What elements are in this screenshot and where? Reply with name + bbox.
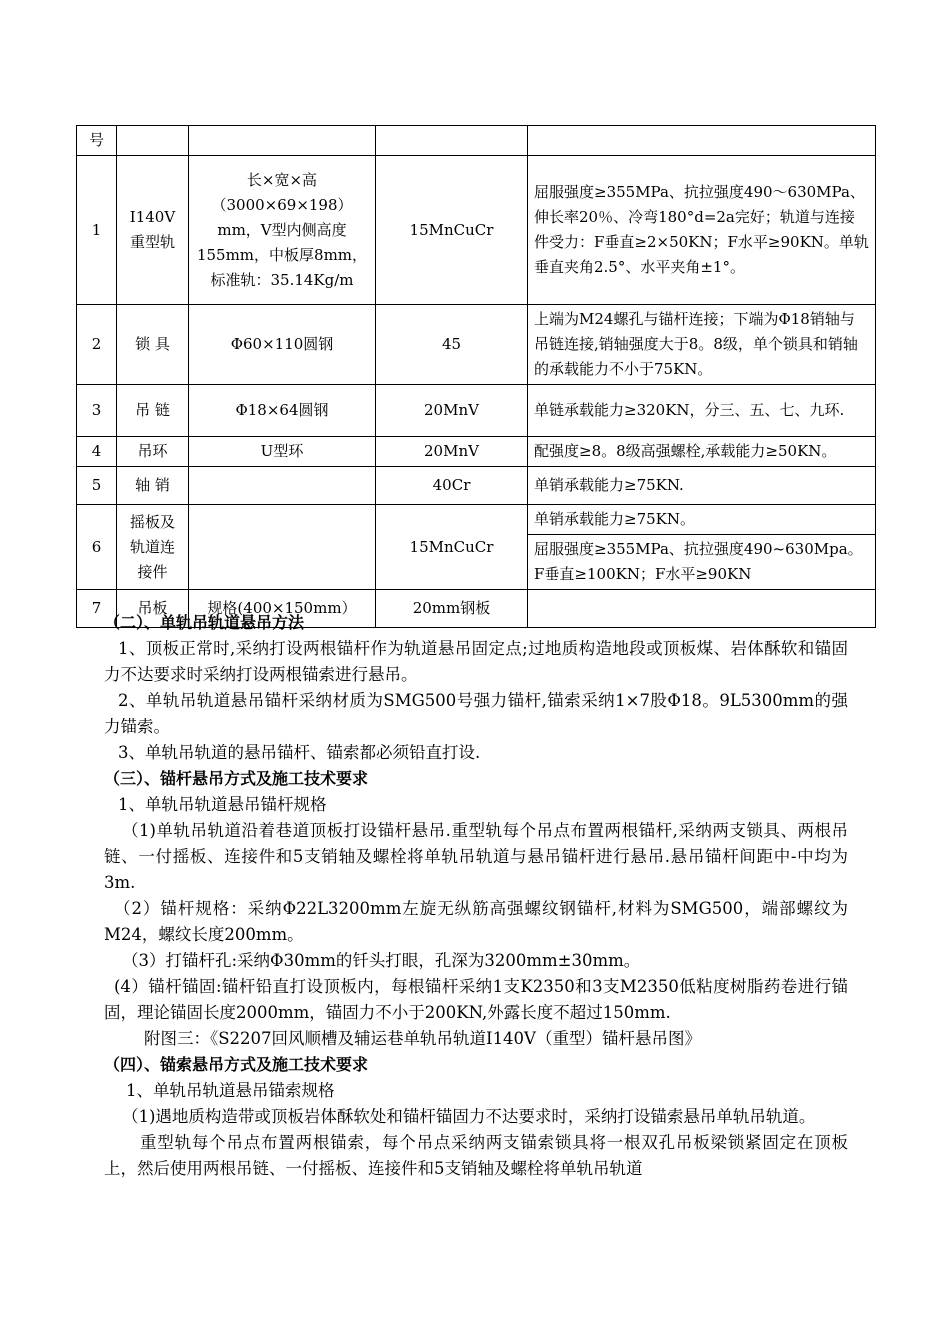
cell-spec [189, 467, 376, 505]
spec-table [76, 125, 876, 628]
cell-spec: Φ60×110圆钢 [189, 305, 376, 385]
section-heading: （三）、锚杆悬吊方式及施工技术要求 [104, 769, 369, 788]
cell-spec: U型环 [189, 437, 376, 467]
cell-material: 20mm钢板 [376, 590, 528, 628]
cell-req: 上端为M24螺孔与锚杆连接；下端为Φ18销轴与吊链连接,销轴强度大于8。8级，单个锁具和销轴的承载能力不小于75KN。 [528, 305, 876, 385]
paragraph: （2）锚杆规格：采纳Φ22L3200mm左旋无纵筋高强螺纹钢锚杆,材料为SMG500，端部螺纹为M24，螺纹长度200mm。 [104, 899, 848, 944]
table-row [77, 385, 876, 437]
cell-req: 配强度≥8。8级高强螺栓,承载能力≥50KN。 [528, 437, 876, 467]
cell-req: 单销承载能力≥75KN. [528, 467, 876, 505]
paragraph: (4）锚杆锚固:锚杆铅直打设顶板内，每根锚杆采纳1支K2350和3支M2350低粘度树脂药卷进行锚固，理论锚固长度2000mm，锚固力不小于200KN,外露长度不超过150mm. [104, 977, 848, 1022]
cell-name [117, 126, 189, 156]
cell-req: 单销承载能力≥75KN。 [528, 505, 876, 535]
cell-spec: 规格(400×150mm） [189, 590, 376, 628]
cell-name: 吊环 [117, 437, 189, 467]
paragraph: （1)遇地质构造带或顶板岩体酥软处和锚杆锚固力不达要求时，采纳打设锚索悬吊单轨吊轨道。 [122, 1107, 816, 1126]
cell-material: 15MnCuCr [376, 505, 528, 590]
cell-req: 屈服强度≥355MPa、抗拉强度490～630MPa、伸长率20％、冷弯180°d=2a完好；轨道与连接件受力：F垂直≥2×50KN；F水平≥90KN。单轨垂直夹角2.5°、水平夹角±1°。 [528, 156, 876, 305]
cell-material: 15MnCuCr [376, 156, 528, 305]
cell-req-2: 屈服强度≥355MPa、抗拉强度490~630Mpa。F垂直≥100KN；F水平≥90KN [528, 535, 876, 590]
cell-name: 轴 销 [117, 467, 189, 505]
paragraph: 1、顶板正常时,采纳打设两根锚杆作为轨道悬吊固定点;过地质构造地段或顶板煤、岩体酥软和锚固力不达要求时采纳打设两根锚索进行悬吊。 [104, 639, 848, 684]
paragraph: （3）打锚杆孔:采纳Φ30mm的钎头打眼，孔深为3200mm±30mm。 [122, 951, 641, 970]
cell-spec [189, 126, 376, 156]
section-heading: （二）、单轨吊轨道悬吊方法 [104, 613, 305, 632]
cell-spec: Φ18×64圆钢 [189, 385, 376, 437]
paragraph: 附图三：《S2207回风顺槽及辅运巷单轨吊轨道I140V（重型）锚杆悬吊图》 [144, 1029, 701, 1048]
table-row [77, 437, 876, 467]
cell-no: 7 [77, 590, 117, 628]
table-row [77, 305, 876, 385]
cell-material: 20MnV [376, 385, 528, 437]
table-row [77, 126, 876, 156]
paragraph: 1、单轨吊轨道悬吊锚杆规格 [118, 795, 327, 814]
paragraph: 1、单轨吊轨道悬吊锚索规格 [126, 1081, 335, 1100]
cell-material: 45 [376, 305, 528, 385]
cell-spec: 长×宽×高（3000×69×198）mm，V型内侧高度155mm，中板厚8mm，标准轨：35.14Kg/m [189, 156, 376, 305]
cell-material: 40Cr [376, 467, 528, 505]
cell-no: 5 [77, 467, 117, 505]
paragraph: 3、单轨吊轨道的悬吊锚杆、锚索都必须铅直打设. [118, 743, 481, 762]
paragraph: 2、单轨吊轨道悬吊锚杆采纳材质为SMG500号强力锚杆,锚索采纳1×7股Φ18。9L5300mm的强力锚索。 [104, 691, 848, 736]
cell-no: 号 [77, 126, 117, 156]
cell-name: 摇板及轨道连接件 [117, 505, 189, 590]
cell-req: 单链承载能力≥320KN，分三、五、七、九环. [528, 385, 876, 437]
cell-no: 6 [77, 505, 117, 590]
cell-no: 2 [77, 305, 117, 385]
table-row [77, 505, 876, 535]
table-row [77, 467, 876, 505]
section-heading: （四）、锚索悬吊方式及施工技术要求 [104, 1055, 369, 1074]
cell-name: I140V重型轨 [117, 156, 189, 305]
cell-material [376, 126, 528, 156]
cell-name: 吊 链 [117, 385, 189, 437]
cell-name: 吊板 [117, 590, 189, 628]
table-row [77, 156, 876, 305]
cell-no: 1 [77, 156, 117, 305]
cell-material: 20MnV [376, 437, 528, 467]
cell-no: 4 [77, 437, 117, 467]
cell-req [528, 126, 876, 156]
paragraph: 重型轨每个吊点布置两根锚索，每个吊点采纳两支锚索锁具将一根双孔吊板梁锁紧固定在顶板上，然后使用两根吊链、一付摇板、连接件和5支销轴及螺栓将单轨吊轨道 [104, 1133, 848, 1178]
paragraph: （1)单轨吊轨道沿着巷道顶板打设锚杆悬吊.重型轨每个吊点布置两根锚杆,采纳两支锁具、两根吊链、一付摇板、连接件和5支销轴及螺栓将单轨吊轨道与悬吊锚杆进行悬吊.悬吊锚杆间距中-中均为3m. [104, 821, 848, 892]
cell-no: 3 [77, 385, 117, 437]
cell-spec [189, 505, 376, 590]
cell-name: 锁 具 [117, 305, 189, 385]
body-text [76, 610, 848, 1182]
